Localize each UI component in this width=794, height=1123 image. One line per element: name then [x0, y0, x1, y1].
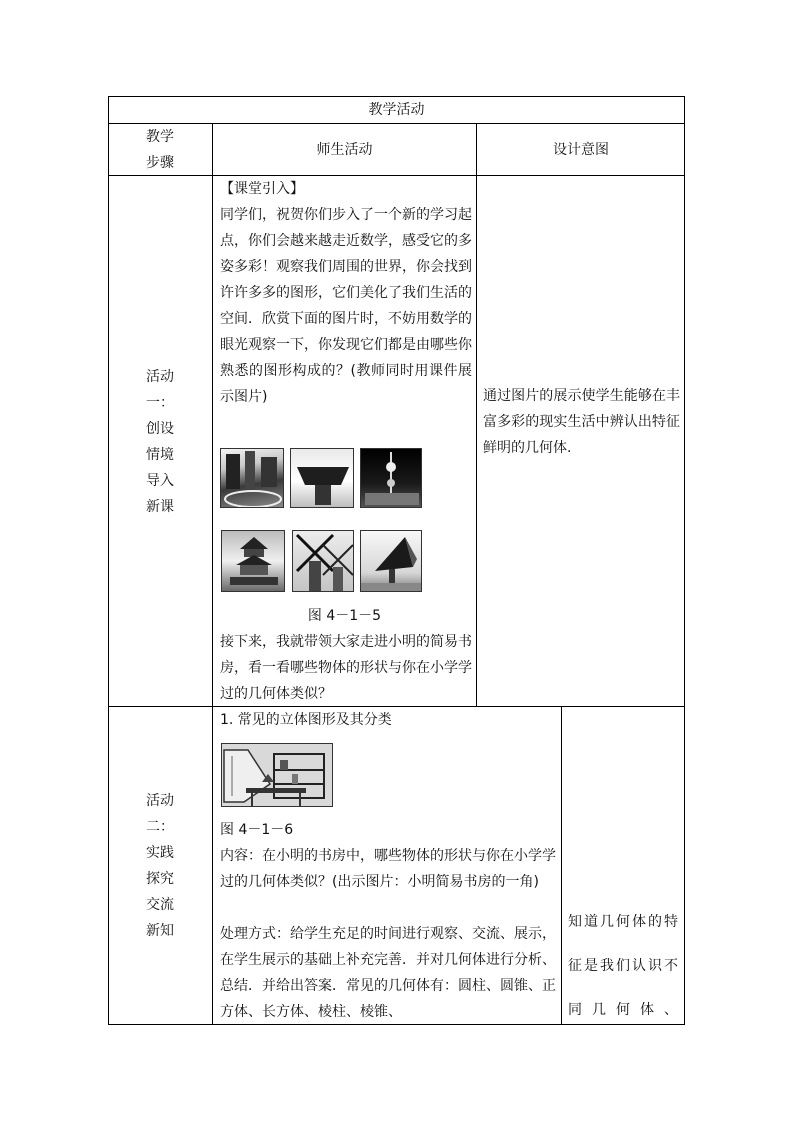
row2-step: 活动 二： 实践 探究 交流 新知	[146, 793, 174, 939]
study-room-photo	[221, 743, 333, 807]
temple-photo	[221, 530, 285, 592]
tv-tower-photo	[360, 448, 422, 508]
header-intent: 设计意图	[553, 142, 609, 158]
table-rule	[212, 123, 213, 1025]
table-rule	[476, 123, 477, 706]
table-rule	[561, 706, 562, 1025]
header-activity: 师生活动	[316, 142, 373, 158]
figure-caption-4-1-5: 图 4－1－5	[307, 608, 382, 624]
row1-transition-text: 接下来，我就带领大家走进小明的简易书房，看一看哪些物体的形状与你在小学学过的几何体类似？	[220, 634, 472, 702]
row1-heading: 【课堂引入】	[220, 181, 304, 197]
table-title: 教学活动	[368, 102, 425, 118]
figure-caption-4-1-6: 图 4－1－6	[220, 822, 294, 838]
row1-intro-text: 同学们，祝贺你们步入了一个新的学习起点，你们会越来越走近数学，感受它的多姿多彩！观察我们周围的世界，你会找到许许多多的图形，它们美化了我们生活的空间．欣赏下面的图片时，不妨用数学的眼光观察一下，你发现它们都是由哪些你熟悉的图形构成的？(教师同时用课件展示图片)	[220, 207, 472, 405]
windmill-photo	[292, 530, 354, 592]
pavilion-photo	[290, 448, 354, 508]
city-plaza-photo	[220, 448, 284, 508]
row1-step: 活动 一： 创设 情境 导入 新课	[146, 369, 174, 515]
table-rule	[108, 123, 685, 124]
header-step: 教学 步骤	[146, 129, 174, 171]
row2-process-text: 处理方式：给学生充足的时间进行观察、交流、展示，在学生展示的基础上补充完善．并对几何体进行分析、总结．并给出答案．常见的几何体有：圆柱、圆锥、正方体、长方体、棱柱、棱锥、	[220, 926, 556, 1020]
pyramid-sculpture-photo	[360, 530, 422, 592]
row2-intent: 知道几何体的特征是我们认识不同几何体、	[568, 914, 678, 1018]
row2-item-1: 1. 常见的立体图形及其分类	[220, 712, 392, 728]
row1-intent: 通过图片的展示使学生能够在丰富多彩的现实生活中辨认出特征鲜明的几何体.	[483, 388, 680, 456]
row2-content-text: 内容：在小明的书房中，哪些物体的形状与你在小学学过的几何体类似？(出示图片：小明简易书房的一角)	[220, 848, 556, 890]
